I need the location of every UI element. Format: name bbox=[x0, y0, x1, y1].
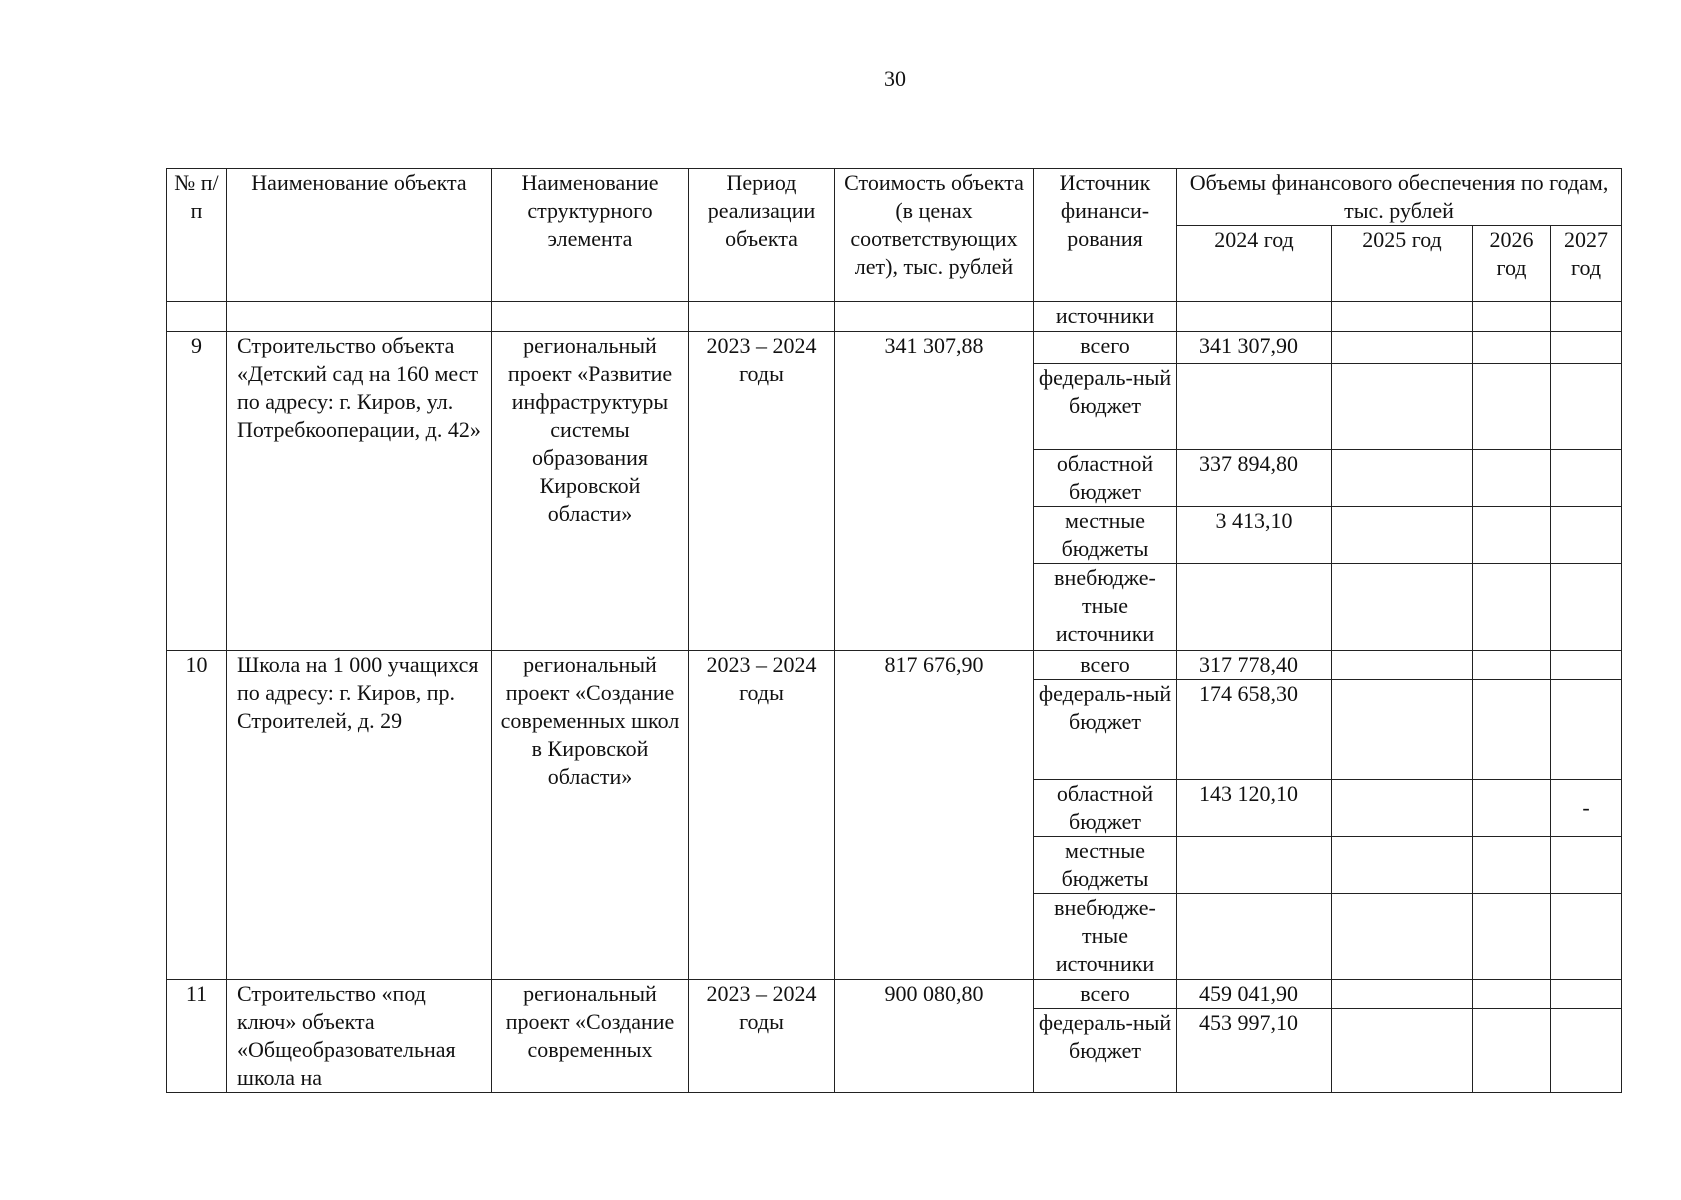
row-num: 10 bbox=[167, 651, 227, 980]
value-2027-regional bbox=[1551, 450, 1622, 507]
header-volumes: Объемы финансового обеспечения по годам, тыс. рублей bbox=[1177, 169, 1622, 226]
value-2026-federal bbox=[1473, 364, 1551, 450]
table-row bbox=[167, 651, 1622, 680]
object-name: Школа на 1 000 учащихся по адресу: г. Киров, пр. Строителей, д. 29 bbox=[227, 651, 492, 980]
value-2026-extra bbox=[1473, 894, 1551, 980]
header-year-2026: 2026 год bbox=[1473, 226, 1551, 302]
value-2024-extra bbox=[1177, 564, 1332, 651]
value-2026-total bbox=[1473, 980, 1551, 1009]
source-local: местные бюджеты bbox=[1034, 507, 1177, 564]
value-2024-local bbox=[1177, 837, 1332, 894]
value-2025-regional bbox=[1332, 450, 1473, 507]
value-2025-federal bbox=[1332, 364, 1473, 450]
value-2025-total bbox=[1332, 651, 1473, 680]
value-2024-total: 317 778,40 bbox=[1177, 651, 1332, 680]
object-cost: 341 307,88 bbox=[835, 332, 1034, 651]
value-2024-total: 459 041,90 bbox=[1177, 980, 1332, 1009]
page-number: 30 bbox=[884, 66, 906, 91]
value-2027-federal bbox=[1551, 1009, 1622, 1093]
cell-empty bbox=[492, 302, 689, 332]
cell-empty bbox=[1473, 302, 1551, 332]
cell-empty bbox=[689, 302, 835, 332]
table-row bbox=[167, 980, 1622, 1009]
value-2026-local bbox=[1473, 507, 1551, 564]
value-2027-total bbox=[1551, 980, 1622, 1009]
source-federal: федераль-ный бюджет bbox=[1034, 1009, 1177, 1093]
value-2026-total bbox=[1473, 651, 1551, 680]
header-year-2027: 2027 год bbox=[1551, 226, 1622, 302]
object-cost: 817 676,90 bbox=[835, 651, 1034, 980]
value-2027-local bbox=[1551, 507, 1622, 564]
cell-empty bbox=[227, 302, 492, 332]
value-2025-total bbox=[1332, 980, 1473, 1009]
source-federal: федераль-ный бюджет bbox=[1034, 364, 1177, 450]
header-row bbox=[167, 169, 1622, 226]
header-year-2025: 2025 год bbox=[1332, 226, 1473, 302]
value-2024-local: 3 413,10 bbox=[1177, 507, 1332, 564]
structural-element: региональный проект «Создание современных школ в Кировской области» bbox=[492, 651, 689, 980]
row-num: 11 bbox=[167, 980, 227, 1093]
object-name: Строительство объекта «Детский сад на 160 мест по адресу: г. Киров, ул. Потребкооперации, д. 42» bbox=[227, 332, 492, 651]
value-2026-total bbox=[1473, 332, 1551, 364]
source-regional: областной бюджет bbox=[1034, 450, 1177, 507]
source-regional: областной бюджет bbox=[1034, 780, 1177, 837]
value-2024-extra bbox=[1177, 894, 1332, 980]
value-2025-extra bbox=[1332, 564, 1473, 651]
source-total: всего bbox=[1034, 651, 1177, 680]
value-2024-regional: 143 120,10 bbox=[1177, 780, 1332, 837]
value-2026-local bbox=[1473, 837, 1551, 894]
row-num: 9 bbox=[167, 332, 227, 651]
cell-empty bbox=[1332, 302, 1473, 332]
value-2027-total bbox=[1551, 651, 1622, 680]
structural-element: региональный проект «Создание современных bbox=[492, 980, 689, 1093]
cell-empty bbox=[835, 302, 1034, 332]
value-2027-local bbox=[1551, 837, 1622, 894]
source-extra: внебюдже-тные источники bbox=[1034, 894, 1177, 980]
cell-empty bbox=[1177, 302, 1332, 332]
value-2024-federal bbox=[1177, 364, 1332, 450]
value-2024-federal: 174 658,30 bbox=[1177, 680, 1332, 780]
value-2027-federal bbox=[1551, 680, 1622, 780]
financing-table bbox=[166, 168, 1622, 1093]
value-2025-federal bbox=[1332, 680, 1473, 780]
source-local: местные бюджеты bbox=[1034, 837, 1177, 894]
value-2025-federal bbox=[1332, 1009, 1473, 1093]
object-cost: 900 080,80 bbox=[835, 980, 1034, 1093]
value-2025-regional bbox=[1332, 780, 1473, 837]
value-2027-extra bbox=[1551, 894, 1622, 980]
value-2024-federal: 453 997,10 bbox=[1177, 1009, 1332, 1093]
source-total: всего bbox=[1034, 980, 1177, 1009]
cell-empty bbox=[167, 302, 227, 332]
header-object-name: Наименование объекта bbox=[227, 169, 492, 302]
value-2026-extra bbox=[1473, 564, 1551, 651]
structural-element: региональный проект «Развитие инфраструктуры системы образования Кировской области» bbox=[492, 332, 689, 651]
value-2027-regional: - bbox=[1551, 780, 1622, 837]
value-2027-extra bbox=[1551, 564, 1622, 651]
value-2027-federal bbox=[1551, 364, 1622, 450]
period: 2023 – 2024 годы bbox=[689, 651, 835, 980]
value-2026-regional bbox=[1473, 780, 1551, 837]
value-2024-regional: 337 894,80 bbox=[1177, 450, 1332, 507]
value-2026-federal bbox=[1473, 680, 1551, 780]
source-federal: федераль-ный бюджет bbox=[1034, 680, 1177, 780]
header-cost: Стоимость объекта (в ценах соответствующих лет), тыс. рублей bbox=[835, 169, 1034, 302]
value-2026-regional bbox=[1473, 450, 1551, 507]
source-total: всего bbox=[1034, 332, 1177, 364]
value-2025-local bbox=[1332, 837, 1473, 894]
value-2025-extra bbox=[1332, 894, 1473, 980]
table-row bbox=[167, 332, 1622, 364]
value-2025-total bbox=[1332, 332, 1473, 364]
value-2027-total bbox=[1551, 332, 1622, 364]
carry-over-source: источники bbox=[1034, 302, 1177, 332]
carry-over-row bbox=[167, 302, 1622, 332]
header-num: № п/п bbox=[167, 169, 227, 302]
value-2025-local bbox=[1332, 507, 1473, 564]
header-structural-element: Наименование структурного элемента bbox=[492, 169, 689, 302]
period: 2023 – 2024 годы bbox=[689, 332, 835, 651]
value-2024-total: 341 307,90 bbox=[1177, 332, 1332, 364]
header-year-2024: 2024 год bbox=[1177, 226, 1332, 302]
header-period: Период реализации объекта bbox=[689, 169, 835, 302]
source-extra: внебюдже-тные источники bbox=[1034, 564, 1177, 651]
value-2026-federal bbox=[1473, 1009, 1551, 1093]
period: 2023 – 2024 годы bbox=[689, 980, 835, 1093]
header-source: Источник финанси-рования bbox=[1034, 169, 1177, 302]
object-name: Строительство «под ключ» объекта «Общеобразовательная школа на bbox=[227, 980, 492, 1093]
cell-empty bbox=[1551, 302, 1622, 332]
